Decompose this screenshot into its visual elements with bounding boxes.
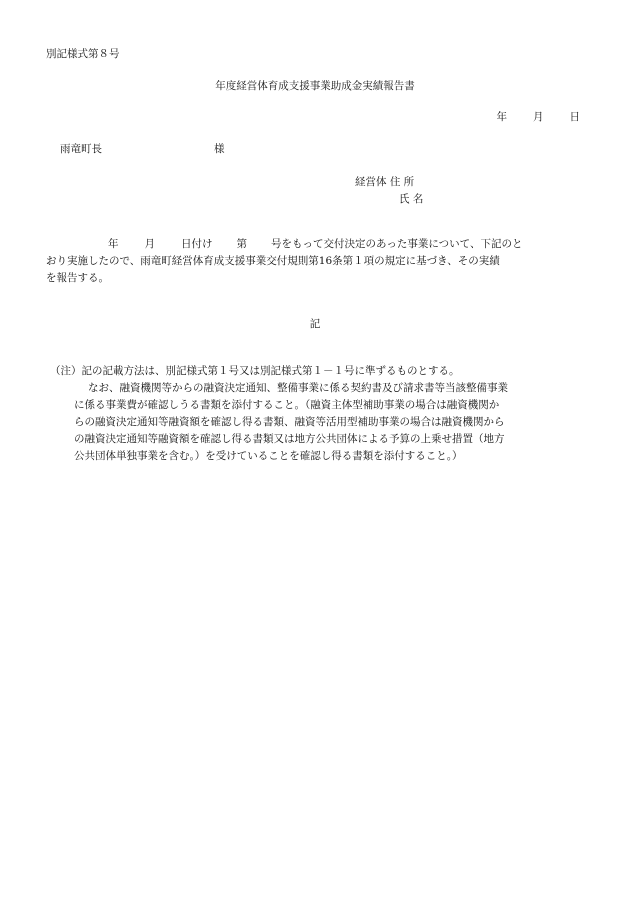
body-month: 月	[144, 238, 155, 250]
body-line-3: を報告する。	[46, 271, 109, 284]
addressee-name: 雨竜町長	[60, 143, 102, 155]
date-month: 月	[533, 111, 544, 123]
note-block	[50, 363, 595, 465]
ki-heading: 記	[309, 318, 321, 330]
body-line-2: おり実施したので、雨竜町経営体育成支援事業交付規則第16条第１項の規定に基づき、その実績	[46, 254, 500, 267]
body-date-suffix: 日付け	[181, 238, 213, 250]
form-number: 別記様式第８号	[46, 48, 120, 60]
date-year: 年	[496, 111, 507, 123]
body-year: 年	[108, 238, 119, 250]
note-line-1: （注）記の記載方法は、別記様式第１号又は別記様式第１－１号に準ずるものとする。	[50, 365, 460, 377]
note-line-2: なお、融資機関等からの融資決定通知、整備事業に係る契約書及び請求書等当該整備事業	[88, 382, 508, 394]
body-line-1	[46, 236, 584, 253]
note-line-3: に係る事業費が確認しうる書類を添付すること。（融資主体型補助事業の場合は融資機関か	[74, 399, 500, 411]
addressee-honorific: 様	[214, 143, 225, 155]
document-title: 年度経営体育成支援事業助成金実績報告書	[215, 80, 415, 92]
note-line-6: 公共団体単独事業を含む。）を受けていることを確認し得る書類を添付すること。）	[74, 450, 463, 462]
note-line-4: らの融資決定通知等融資額を確認し得る書類、融資等活用型補助事業の場合は融資機関から	[74, 416, 505, 428]
body-paragraph	[46, 236, 584, 286]
date-line	[497, 112, 581, 123]
body-line-1-text: 号をもって交付決定のあった事業について、下記のと	[271, 238, 523, 250]
applicant-address-label: 経営体 住 所	[355, 176, 415, 188]
note-line-5: の融資決定通知等融資額を確認し得る書類又は地方公共団体による予算の上乗せ措置（地方	[74, 433, 505, 445]
date-day: 日	[569, 111, 580, 123]
applicant-block	[355, 177, 423, 210]
body-number-prefix: 第	[236, 238, 247, 250]
applicant-name-label: 氏 名	[399, 192, 424, 205]
addressee	[60, 144, 225, 155]
